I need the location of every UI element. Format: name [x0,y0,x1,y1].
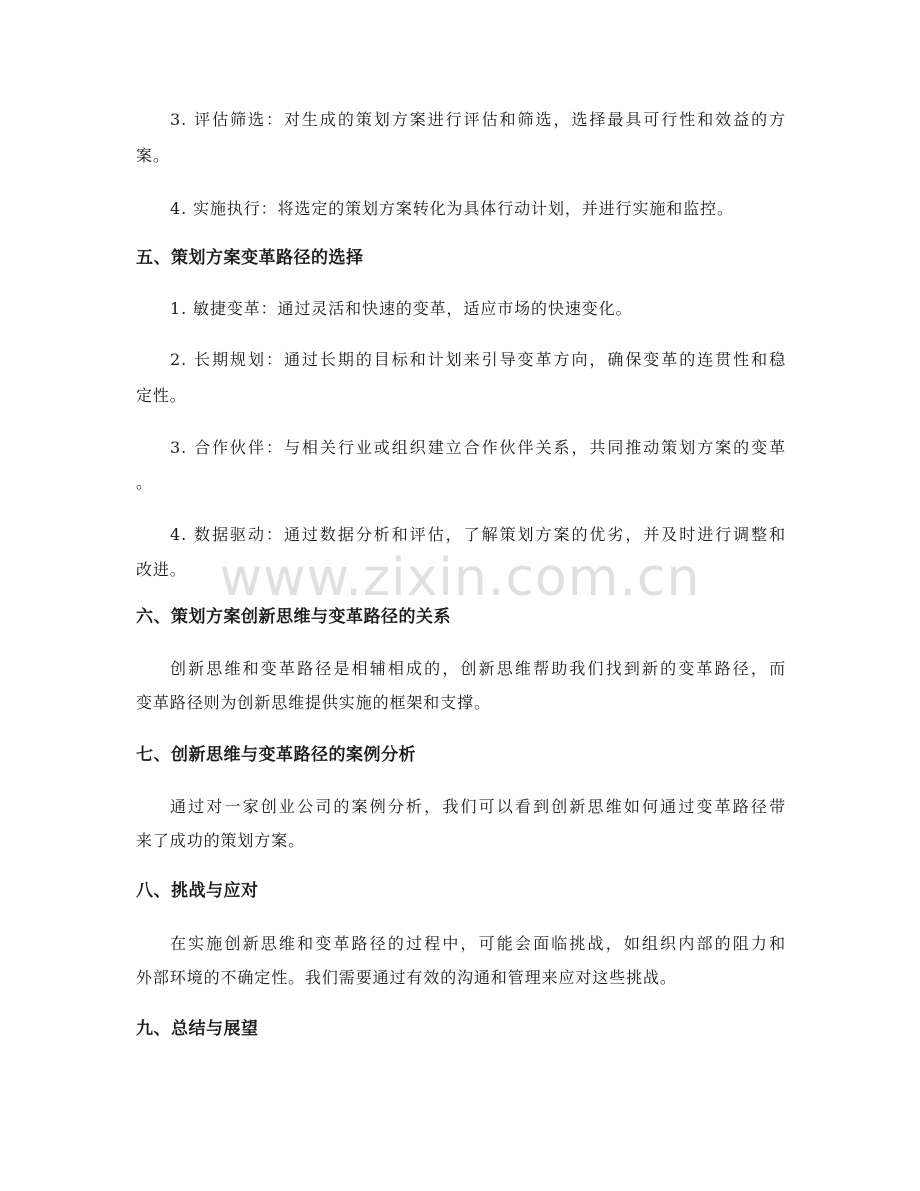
section-6-paragraph-line-1: 创新思维和变革路径是相辅相成的，创新思维帮助我们找到新的变革路径，而 [170,659,786,678]
section-5-item-3-line-1: 3. 合作伙伴：与相关行业或组织建立合作伙伴关系，共同推动策划方案的变革 [170,438,786,457]
section-8-paragraph-line-2: 外部环境的不确定性。我们需要通过有效的沟通和管理来应对这些挑战。 [136,968,677,987]
section-7-paragraph-line-1: 通过对一家创业公司的案例分析，我们可以看到创新思维如何通过变革路径带 [170,797,786,816]
watermark: www.zixin.com.cn [219,548,701,608]
section-8-paragraph-line-1: 在实施创新思维和变革路径的过程中，可能会面临挑战，如组织内部的阻力和 [170,934,786,953]
section-5-item-4-line-1: 4. 数据驱动：通过数据分析和评估，了解策划方案的优劣，并及时进行调整和 [170,525,786,544]
list-item-3-line-1: 3. 评估筛选：对生成的策划方案进行评估和筛选，选择最具可行性和效益的方 [170,110,786,129]
section-6-paragraph-line-2: 变革路径则为创新思维提供实施的框架和支撑。 [136,693,491,712]
section-5-item-1: 1. 敏捷变革：通过灵活和快速的变革，适应市场的快速变化。 [170,299,633,318]
section-9-heading: 九、总结与展望 [136,1019,259,1039]
section-5-item-4-line-2: 改进。 [136,560,187,579]
list-item-4: 4. 实施执行：将选定的策划方案转化为具体行动计划，并进行实施和监控。 [170,199,734,218]
section-6-heading: 六、策划方案创新思维与变革路径的关系 [136,607,451,627]
section-5-item-3-line-2: 。 [136,473,153,492]
section-5-item-2-line-1: 2. 长期规划：通过长期的目标和计划来引导变革方向，确保变革的连贯性和稳 [170,350,786,369]
section-5-heading: 五、策划方案变革路径的选择 [136,248,364,268]
section-8-heading: 八、挑战与应对 [136,881,259,901]
list-item-3-line-2: 案。 [136,146,170,165]
section-5-item-2-line-2: 定性。 [136,386,187,405]
section-7-heading: 七、创新思维与变革路径的案例分析 [136,745,416,765]
section-7-paragraph-line-2: 来了成功的策划方案。 [136,831,306,850]
